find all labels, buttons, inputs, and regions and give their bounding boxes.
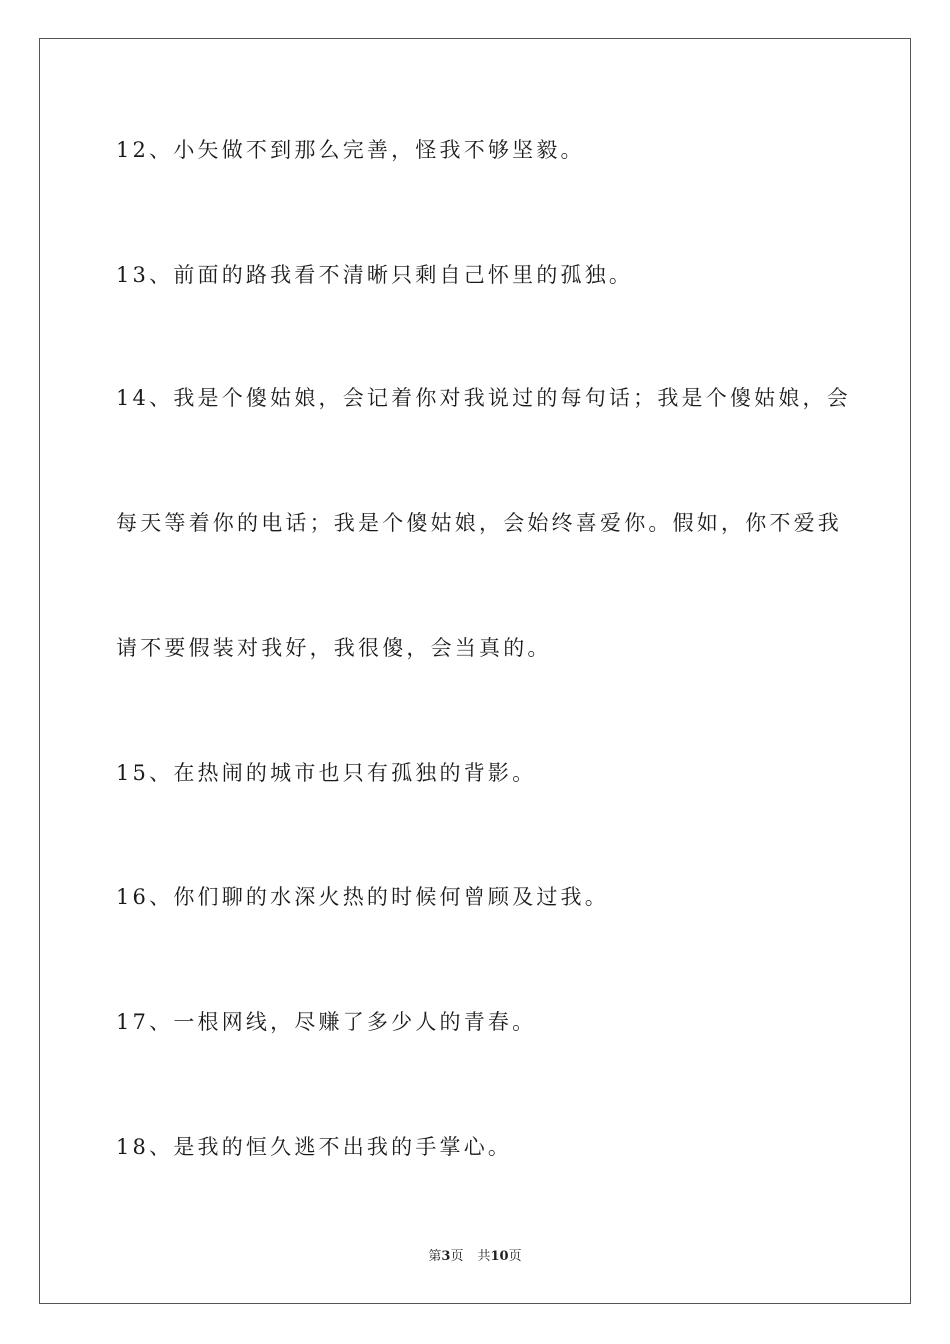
total-pages: 10 <box>490 1249 509 1264</box>
total-suffix: 页 <box>508 1249 522 1264</box>
page-border <box>39 38 911 1304</box>
text-line-12: 12、小矢做不到那么完善，怪我不够坚毅。 <box>116 138 585 162</box>
page-footer <box>0 1245 950 1264</box>
text-line-15: 15、在热闹的城市也只有孤独的背影。 <box>116 761 537 785</box>
text-line-17: 17、一根网线，尽赚了多少人的青春。 <box>116 1010 537 1034</box>
text-line-18: 18、是我的恒久逃不出我的手掌心。 <box>116 1135 513 1159</box>
page-suffix: 页 <box>450 1249 464 1264</box>
total-prefix: 共 <box>477 1249 491 1264</box>
text-line-16: 16、你们聊的水深火热的时候何曾顾及过我。 <box>116 885 609 909</box>
page-prefix: 第 <box>428 1249 442 1264</box>
text-line-14c: 请不要假装对我好，我很傻，会当真的。 <box>116 636 552 660</box>
text-line-14b: 每天等着你的电话；我是个傻姑娘，会始终喜爱你。假如，你不爱我 <box>116 511 842 535</box>
text-line-13: 13、前面的路我看不清晰只剩自己怀里的孤独。 <box>116 263 634 287</box>
text-line-14a: 14、我是个傻姑娘，会记着你对我说过的每句话；我是个傻姑娘，会 <box>116 386 851 410</box>
page-number: 3 <box>441 1249 451 1264</box>
